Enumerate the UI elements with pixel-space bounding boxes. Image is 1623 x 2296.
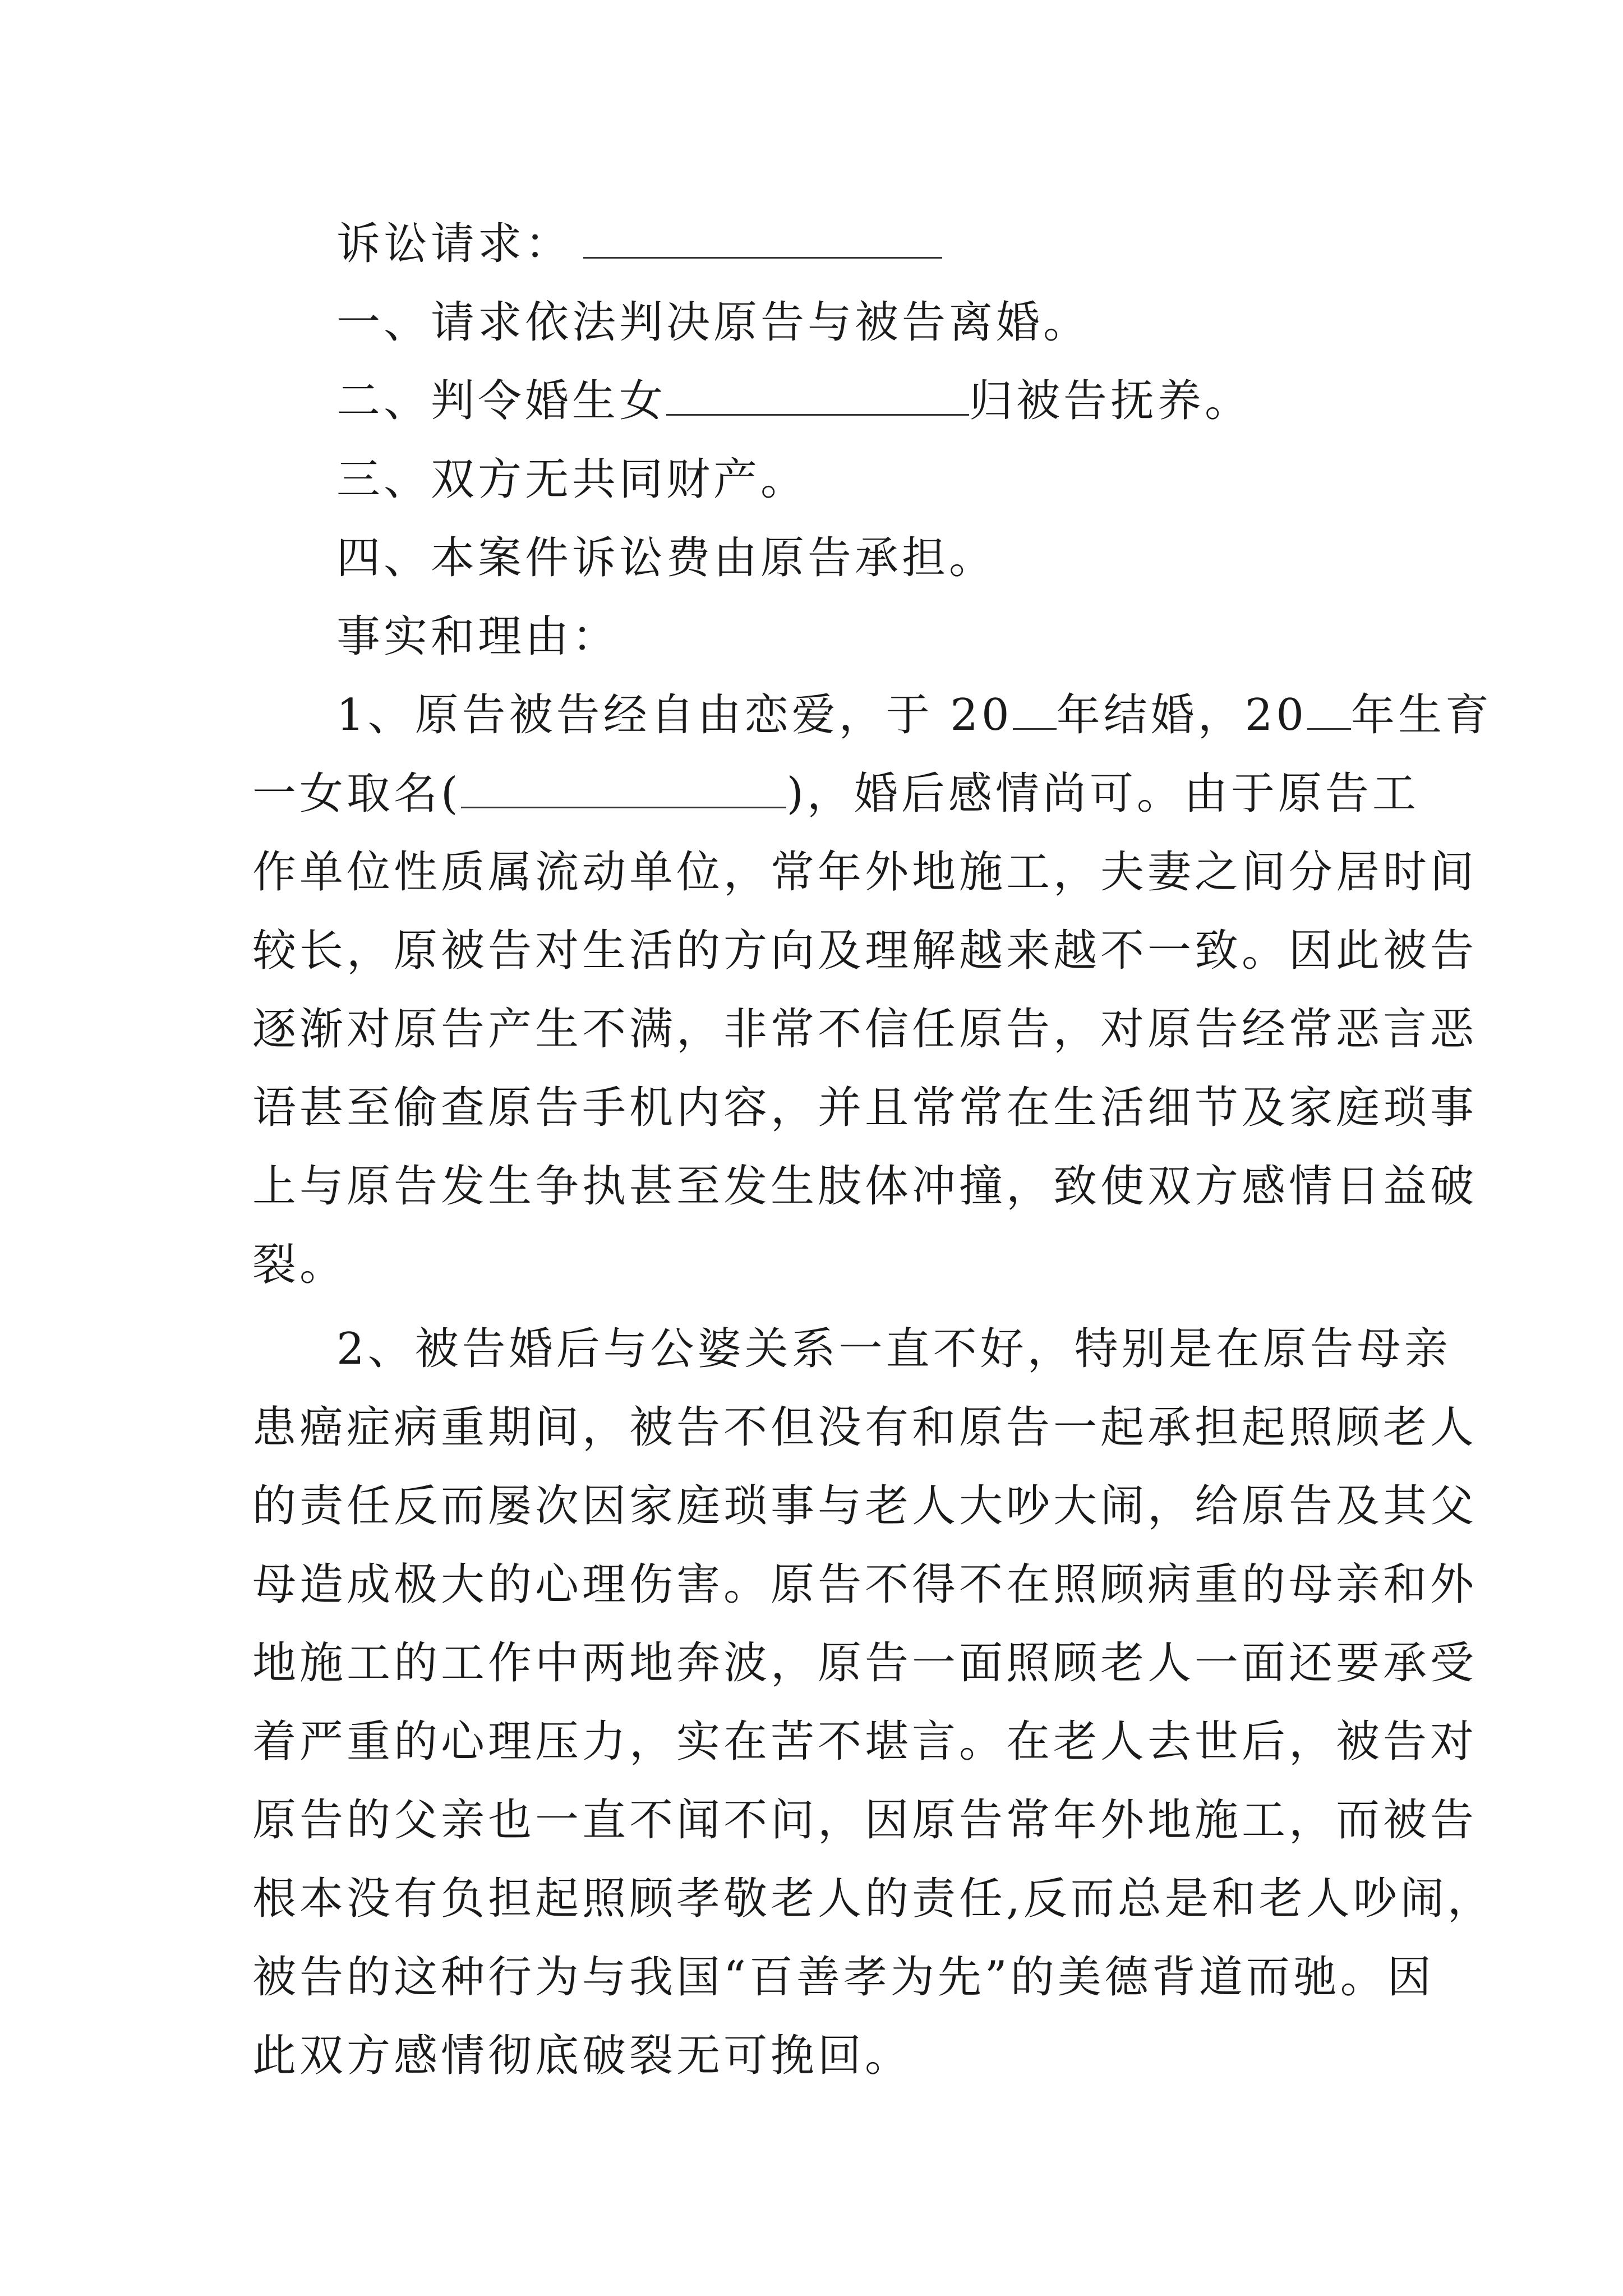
p2-line-4: 母造成极大的心理伤害。原告不得不在照顾病重的母亲和外 [252,1559,1478,1610]
p1-line-1-b: 年结婚，20 [1056,690,1307,740]
p1-line-1-a: 1、原告被告经自由恋爱，于 20 [336,690,1013,740]
p1-line-1 [336,687,1492,743]
daughter-name-blank [461,767,786,808]
p1-line-1-c: 年生育 [1350,690,1492,740]
p1-line-8: 裂。 [252,1240,347,1290]
p2-line-9: 被告的这种行为与我国“百善孝为先”的美德背道而驰。因 [252,1952,1435,2003]
claim-item-2-after: 归被告抚养。 [969,376,1252,426]
p1-line-6: 语甚至偷查原告手机内容，并且常常在生活细节及家庭琐事 [252,1083,1478,1133]
claim-item-2-before: 二、判令婚生女 [336,376,667,426]
p1-line-5: 逐渐对原告产生不满，非常不信任原告，对原告经常恶言恶 [252,1004,1478,1055]
p2-line-6: 着严重的心理压力，实在苦不堪言。在老人去世后，被告对 [252,1717,1478,1767]
claim-item-4: 四、本案件诉讼费由原告承担。 [336,533,997,583]
birth-year-blank [1307,689,1351,730]
facts-heading: 事实和理由： [336,611,620,662]
claims-heading-blank [583,218,942,259]
p2-line-10: 此双方感情彻底破裂无可挽回。 [252,2031,912,2081]
p2-line-1: 2、被告婚后与公婆关系一直不好，特别是在原告母亲 [336,1324,1451,1374]
p2-line-2: 患癌症病重期间，被告不但没有和原告一起承担起照顾老人 [252,1402,1478,1453]
claims-heading-line [336,216,942,272]
claim-item-3: 三、双方无共同财产。 [336,454,808,505]
marriage-year-blank [1013,689,1057,730]
p1-line-3: 作单位性质属流动单位，常年外地施工，夫妻之间分居时间 [252,847,1478,898]
p2-line-3: 的责任反而屡次因家庭琐事与老人大吵大闹，给原告及其父 [252,1481,1478,1531]
child-name-blank [666,375,969,416]
p1-line-7: 上与原告发生争执甚至发生肢体冲撞，致使双方感情日益破 [252,1161,1478,1212]
claim-item-2 [336,373,1252,429]
claims-heading: 诉讼请求： [336,219,573,269]
p1-line-4: 较长，原被告对生活的方向及理解越来越不一致。因此被告 [252,926,1478,976]
claim-item-1: 一、请求依法判决原告与被告离婚。 [336,297,1091,348]
p2-line-7: 原告的父亲也一直不闻不问，因原告常年外地施工，而被告 [252,1795,1478,1846]
p2-line-5: 地施工的工作中两地奔波，原告一面照顾老人一面还要承受 [252,1638,1478,1688]
p1-line-2-b: )，婚后感情尚可。由于原告工 [786,769,1419,819]
p1-line-2-a: 一女取名( [252,769,462,819]
p1-line-2 [252,766,1419,822]
p2-line-8: 根本没有负担起照顾孝敬老人的责任,反而总是和老人吵闹， [252,1874,1495,1924]
